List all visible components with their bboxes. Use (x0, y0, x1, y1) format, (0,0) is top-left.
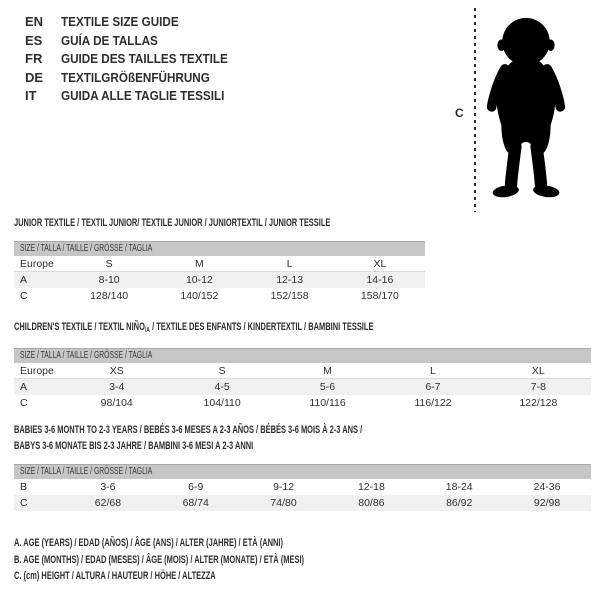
language-row-fr (25, 50, 246, 69)
language-code: FR (25, 51, 43, 66)
height-cell: 152/158 (270, 290, 309, 302)
months-cell: 6-9 (188, 481, 204, 493)
height-cell: 122/128 (519, 397, 558, 409)
babies-heading (14, 423, 591, 454)
age-cell: 6-7 (425, 381, 441, 393)
language-row-de (25, 69, 246, 88)
height-cell: 110/116 (309, 397, 346, 409)
height-cell: 80/86 (358, 497, 385, 509)
children-size-table (14, 348, 591, 411)
table-row-height (14, 288, 425, 304)
footnote-height: C. (cm) HEIGHT / ALTURA / HAUTEUR / HÖHE / ALTEZZA (14, 570, 216, 582)
language-list (25, 13, 246, 106)
size-cell: M (195, 258, 204, 270)
language-title: TEXTILE SIZE GUIDE (61, 14, 179, 29)
months-cell: 9-12 (273, 481, 295, 493)
footnote-age-years: A. AGE (YEARS) / EDAD (AÑOS) / ÂGE (ANS) / ALTER (JAHRE) / ETÀ (ANNI) (14, 537, 284, 549)
junior-size-table (14, 241, 425, 304)
table-row-europe (14, 363, 591, 379)
size-cell: L (430, 365, 436, 377)
row-label: Europe (20, 365, 54, 377)
age-cell: 8-10 (98, 274, 120, 286)
row-label: A (20, 381, 28, 393)
months-cell: 12-18 (357, 481, 385, 493)
section-junior (14, 216, 425, 304)
language-row-it (25, 87, 246, 106)
language-code: EN (25, 14, 44, 29)
language-title: TEXTILGRÖßENFÜHRUNG (61, 69, 210, 85)
height-cell: 128/140 (90, 290, 129, 302)
size-cell: XS (109, 365, 124, 377)
size-cell: L (286, 258, 293, 270)
row-label: Europe (20, 258, 54, 270)
language-code: ES (25, 32, 43, 48)
section-babies (14, 423, 591, 511)
babies-size-table (14, 464, 591, 511)
size-cell: M (323, 365, 332, 377)
children-heading: CHILDREN'S TEXTILE / TEXTIL NIÑO/A / TEXTILE DES ENFANTS / KINDERTEXTIL / BAMBINI TESSILE (14, 321, 374, 334)
row-label: B (20, 481, 28, 493)
row-label: C (20, 290, 28, 302)
children-heading-subscript: /A (144, 325, 150, 334)
height-measure-line (474, 8, 476, 212)
language-code: IT (25, 88, 37, 103)
size-table-header: SIZE / TALLA / TAILLE / GRÖSSE / TAGLIA (14, 241, 425, 256)
size-cell: S (218, 365, 226, 377)
babies-heading-line2: BABYS 3-6 MONATE BIS 2-3 JAHRE / BAMBINI 3-6 MESI A 2-3 ANNI (14, 439, 254, 452)
row-label: A (20, 274, 28, 286)
height-cell: 104/110 (203, 397, 241, 409)
table-row-age (14, 272, 425, 288)
footnote-age-months: B. AGE (MONTHS) / EDAD (MESES) / ÂGE (MOIS) / ALTER (MONATE) / ETÀ (MESI) (14, 553, 305, 566)
table-row-age (14, 379, 591, 395)
row-label: C (20, 497, 28, 509)
table-row-height (14, 395, 591, 411)
months-cell: 18-24 (445, 481, 473, 493)
size-cell: XL (373, 258, 387, 270)
size-cell: S (105, 258, 113, 270)
age-cell: 10-12 (185, 274, 213, 286)
height-cell: 92/98 (533, 497, 561, 509)
table-row-height (14, 495, 591, 511)
size-table-header: SIZE / TALLA / TAILLE / GRÖSSE / TAGLIA (14, 464, 591, 479)
age-cell: 14-16 (366, 274, 394, 286)
height-cell: 62/68 (94, 497, 122, 509)
table-row-months (14, 479, 591, 495)
height-cell: 74/80 (270, 497, 297, 509)
junior-heading: JUNIOR TEXTILE / TEXTIL JUNIOR/ TEXTILE JUNIOR / JUNIORTEXTIL / JUNIOR TESSILE (14, 217, 331, 229)
language-title: GUÍA DE TALLAS (61, 32, 158, 48)
height-cell: 98/104 (100, 397, 133, 409)
language-title: GUIDE DES TAILLES TEXTILE (61, 51, 228, 66)
babies-heading-line1: BABIES 3-6 MONTH TO 2-3 YEARS / BEBÉS 3-6 MESES A 2-3 AÑOS / BÉBÉS 3-6 MOIS À 2-3 ANS / (14, 424, 363, 436)
section-children (14, 320, 591, 411)
height-cell: 86/92 (446, 497, 473, 509)
language-row-en (25, 13, 246, 32)
height-cell: 158/170 (360, 290, 399, 302)
height-label: C (455, 106, 464, 120)
age-cell: 7-8 (530, 381, 546, 393)
months-cell: 3-6 (100, 481, 116, 493)
height-cell: 68/74 (182, 497, 209, 509)
table-row-europe (14, 256, 425, 272)
age-cell: 4-5 (214, 381, 230, 393)
size-cell: XL (531, 365, 545, 377)
height-cell: 116/122 (414, 397, 452, 409)
size-table-header: SIZE / TALLA / TAILLE / GRÖSSE / TAGLIA (14, 348, 591, 363)
age-cell: 12-13 (276, 274, 304, 286)
footnotes (14, 535, 441, 585)
age-cell: 5-6 (319, 381, 336, 393)
months-cell: 24-36 (533, 481, 561, 493)
language-title: GUIDA ALLE TAGLIE TESSILI (61, 88, 225, 103)
height-cell: 140/152 (180, 290, 219, 302)
row-label: C (20, 397, 28, 409)
age-cell: 3-4 (109, 381, 125, 393)
toddler-silhouette-icon (482, 10, 570, 208)
language-row-es (25, 32, 246, 51)
language-code: DE (25, 69, 44, 85)
